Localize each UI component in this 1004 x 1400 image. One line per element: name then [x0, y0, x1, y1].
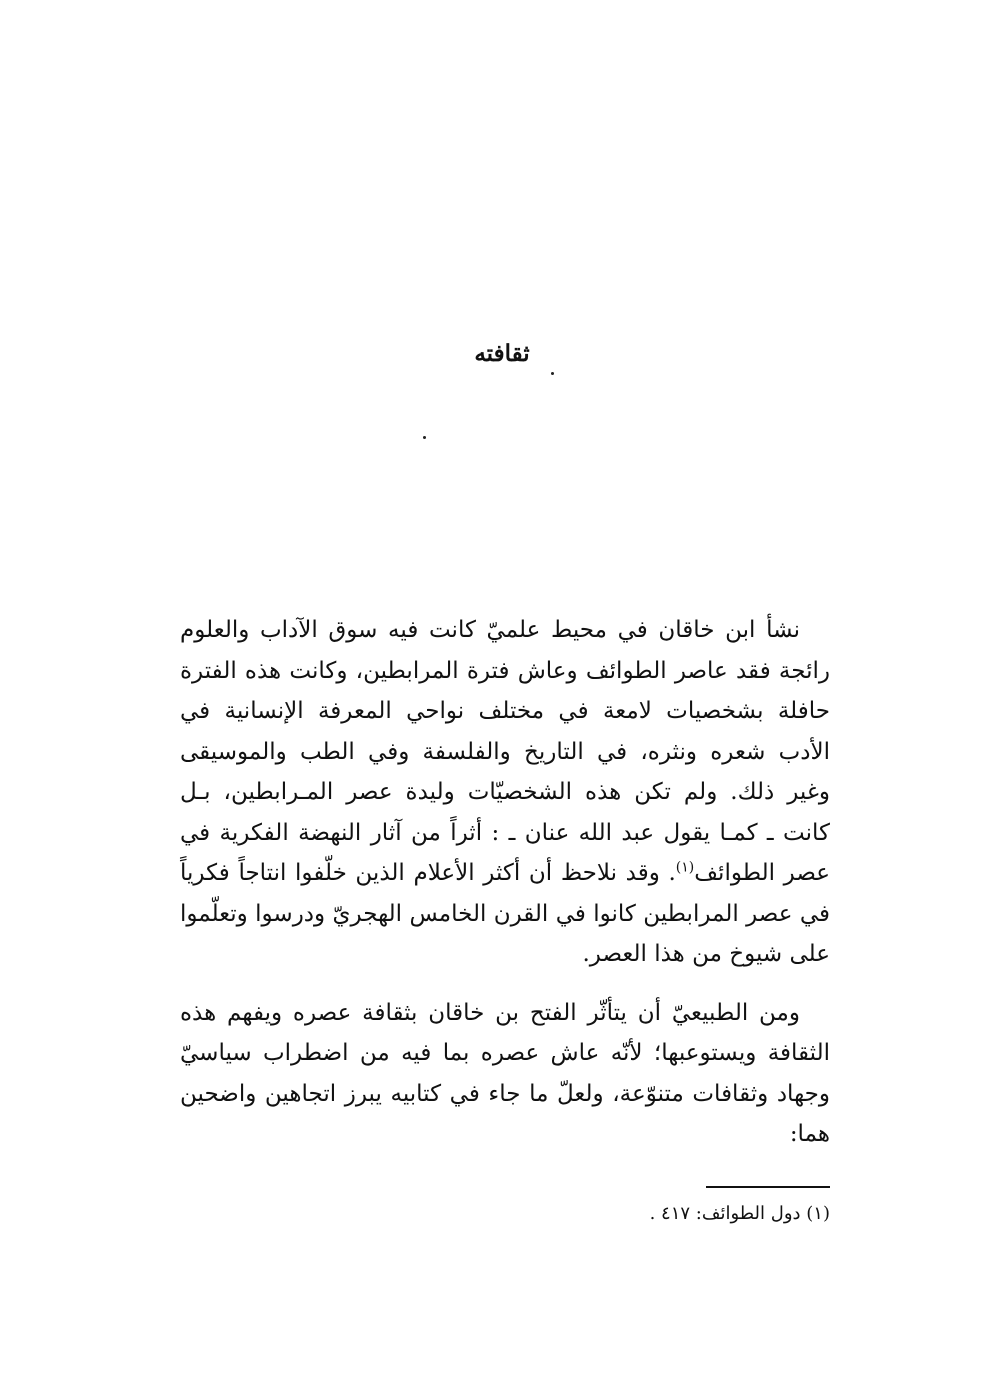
- paragraph-1: [180, 610, 830, 975]
- chapter-title: ثقافته: [474, 340, 530, 367]
- body-text: [180, 610, 830, 1155]
- footnote-divider: [706, 1186, 830, 1188]
- paragraph-1-text: نشأ ابن خاقان في محيط علميّ كانت فيه سوق الآداب والعلوم رائجة فقد عاصر الطوائف وعاش فترة المرابطين، وكانت هذه الفترة حافلة بشخصيات لامعة في مختلف نواحي المعرفة الإنسانية في الأدب شعره ونثره، في التاريخ والفلسفة وفي الطب والموسيقى وغير ذلك. ولم تكن هذه الشخصيّات وليدة عصر المـرابطين، بـل كانت ـ كمـا يقول عبد الله عنان ـ : أثراً من آثار النهضة الفكرية في عصر الطوائف: [180, 617, 830, 886]
- footnote-reference: (١): [675, 859, 695, 876]
- stray-dot: [423, 436, 426, 439]
- footnote-1: (١) دول الطوائف: ٤١٧ .: [649, 1203, 830, 1224]
- paragraph-1-continuation: . وقد نلاحظ أن أكثر الأعلام الذين خلّفوا انتاجاً فكرياً في عصر المرابطين كانوا في القرن الخامس الهجريّ ودرسوا وتعلّموا على شيوخ من هذا العصر.: [180, 860, 830, 967]
- paragraph-2: ومن الطبيعيّ أن يتأثّر الفتح بن خاقان بثقافة عصره ويفهم هذه الثقافة ويستوعبها؛ لأنّه عاش عصره بما فيه من اضطراب سياسيّ وجهاد وثقافات متنوّعة، ولعلّ ما جاء في كتابيه يبرز اتجاهين واضحين هما:: [180, 999, 830, 1147]
- stray-dot: [551, 372, 554, 375]
